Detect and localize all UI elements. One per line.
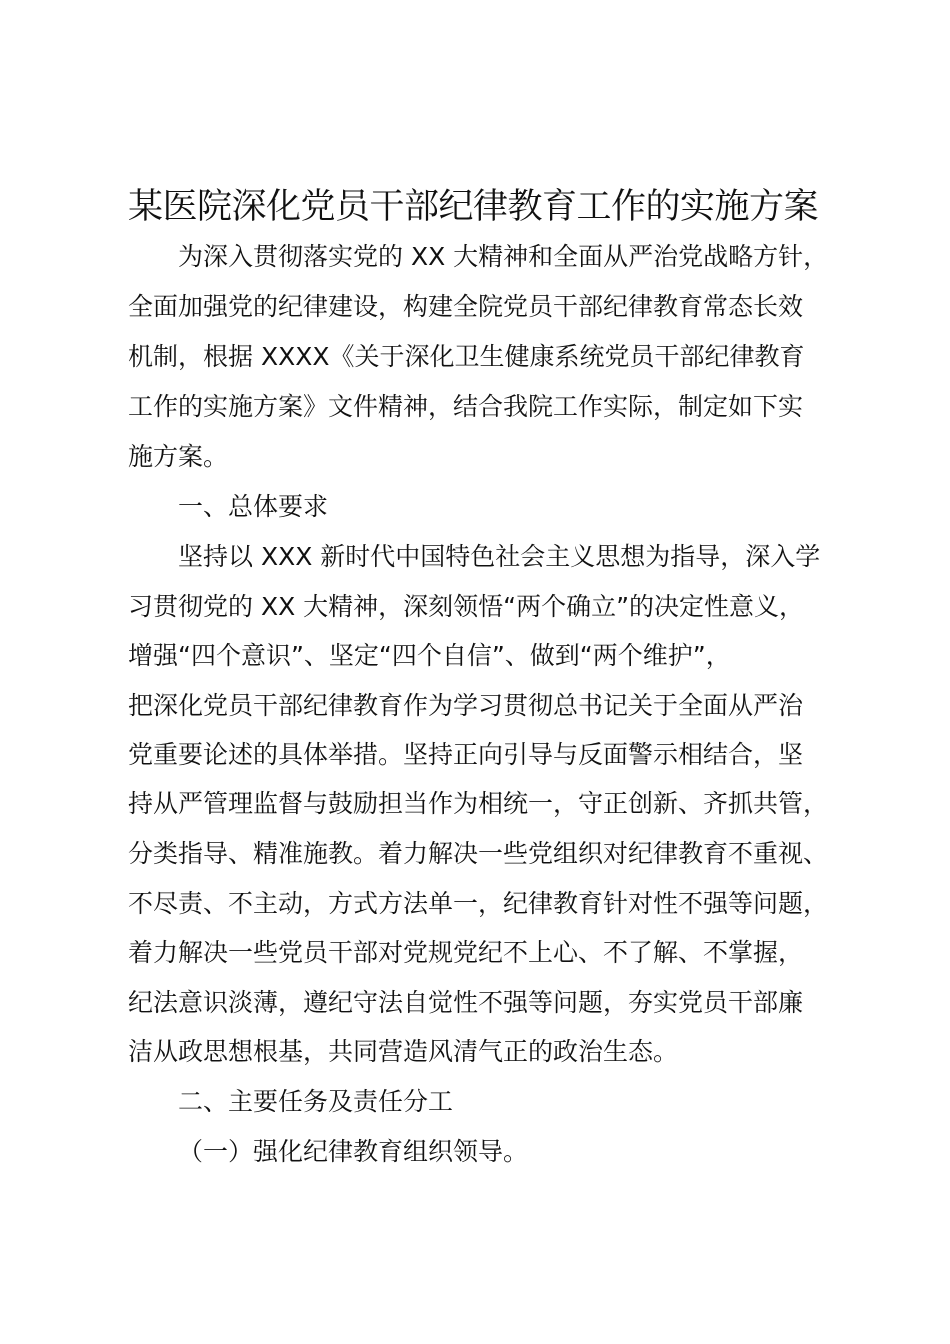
paragraph-line: 为深入贯彻落实党的 XX 大精神和全面从严治党战略方针，: [178, 242, 829, 271]
section-heading: 二、主要任务及责任分工: [178, 1087, 454, 1116]
subsection-heading: （一）强化纪律教育组织领导。: [178, 1137, 529, 1166]
paragraph-line: 施方案。: [128, 442, 229, 471]
paragraph-line: 机制，根据 XXXX《关于深化卫生健康系统党员干部纪律教育: [128, 342, 805, 371]
paragraph-line: 洁从政思想根基，共同营造风清气正的政治生态。: [128, 1037, 679, 1066]
section-heading: 一、总体要求: [178, 492, 329, 521]
document-title: 某医院深化党员干部纪律教育工作的实施方案: [128, 187, 819, 227]
paragraph-line: 不尽责、不主动，方式方法单一，纪律教育针对性不强等问题，: [128, 889, 829, 918]
paragraph-line: 持从严管理监督与鼓励担当作为相统一，守正创新、齐抓共管，: [128, 789, 829, 818]
paragraph-line: 全面加强党的纪律建设，构建全院党员干部纪律教育常态长效: [128, 292, 804, 321]
paragraph-line: 分类指导、精准施教。着力解决一些党组织对纪律教育不重视、: [128, 839, 829, 868]
paragraph-line: 党重要论述的具体举措。坚持正向引导与反面警示相结合，坚: [128, 740, 804, 769]
paragraph-line: 增强“四个意识”、坚定“四个自信”、做到“两个维护”，: [128, 641, 731, 670]
paragraph-line: 工作的实施方案》文件精神，结合我院工作实际，制定如下实: [128, 392, 804, 421]
paragraph-line: 习贯彻党的 XX 大精神，深刻领悟“两个确立”的决定性意义，: [128, 592, 805, 621]
paragraph-line: 着力解决一些党员干部对党规党纪不上心、不了解、不掌握，: [128, 938, 804, 967]
paragraph-line: 坚持以 XXX 新时代中国特色社会主义思想为指导，深入学: [178, 542, 821, 571]
paragraph-line: 纪法意识淡薄，遵纪守法自觉性不强等问题，夯实党员干部廉: [128, 988, 804, 1017]
paragraph-line: 把深化党员干部纪律教育作为学习贯彻总书记关于全面从严治: [128, 691, 804, 720]
